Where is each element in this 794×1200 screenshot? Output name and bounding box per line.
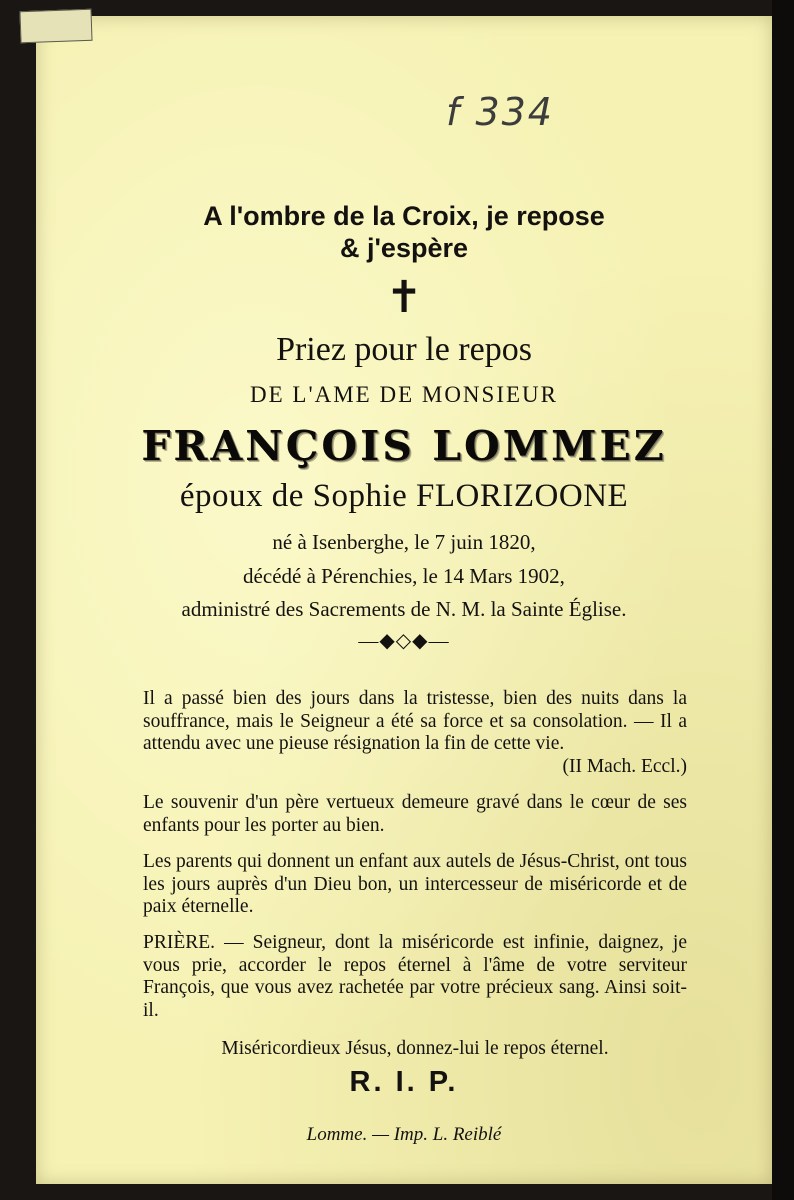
- paragraph-text: Il a passé bien des jours dans la tristesse, bien des nuits dans la souffrance, mais le Seigneur a été sa force et sa consolation. — Il a attendu avec une pieuse résignation la fin de cette vie.: [143, 688, 687, 754]
- birth-line: né à Isenberghe, le 7 juin 1820,: [272, 530, 536, 554]
- death-line: décédé à Pérenchies, le 14 Mars 1902,: [243, 564, 565, 588]
- deceased-name: FRANÇOIS LOMMEZ: [141, 422, 667, 470]
- cross-icon: ✝: [385, 273, 423, 322]
- handwritten-reference: f 334: [446, 90, 554, 134]
- corner-tape: [19, 9, 92, 43]
- priez-heading: Priez pour le repos: [276, 331, 532, 368]
- paragraph-priere: PRIÈRE. — Seigneur, dont la miséricorde est infinie, daignez, je vous prie, accorder le repos éternel à l'âme de votre serviteur François, que vous avez rachetée par votre précieux sang. Ainsi soit-il.: [143, 932, 687, 1021]
- spouse-line: époux de Sophie FLORIZOONE: [179, 478, 629, 514]
- motto-line-2: & j'espère: [340, 233, 468, 263]
- ame-subheading: DE L'AME DE MONSIEUR: [250, 382, 558, 407]
- sacraments-line: administré des Sacrements de N. M. la Sainte Église.: [181, 597, 627, 621]
- right-edge-shadow: [772, 0, 794, 1200]
- scripture-reference: (II Mach. Eccl.): [562, 755, 687, 777]
- printer-imprint: Lomme. — Imp. L. Reiblé: [306, 1124, 502, 1145]
- ornament-divider: —◆◇◆—: [358, 630, 450, 652]
- motto-line-1: A l'ombre de la Croix, je repose: [203, 201, 605, 231]
- rip-text: R. I. P.: [349, 1066, 459, 1098]
- paragraph-invocation: Miséricordieux Jésus, donnez-lui le repos éternel.: [221, 1038, 609, 1059]
- paragraph-consolation: [143, 688, 687, 778]
- paragraph-parents: Les parents qui donnent un enfant aux autels de Jésus-Christ, ont tous les jours auprès d'un Dieu bon, un intercesseur de miséricorde et de paix éternelle.: [143, 851, 687, 917]
- paragraph-souvenir: Le souvenir d'un père vertueux demeure gravé dans le cœur de ses enfants pour les porter au bien.: [143, 792, 687, 836]
- motto: [36, 200, 772, 264]
